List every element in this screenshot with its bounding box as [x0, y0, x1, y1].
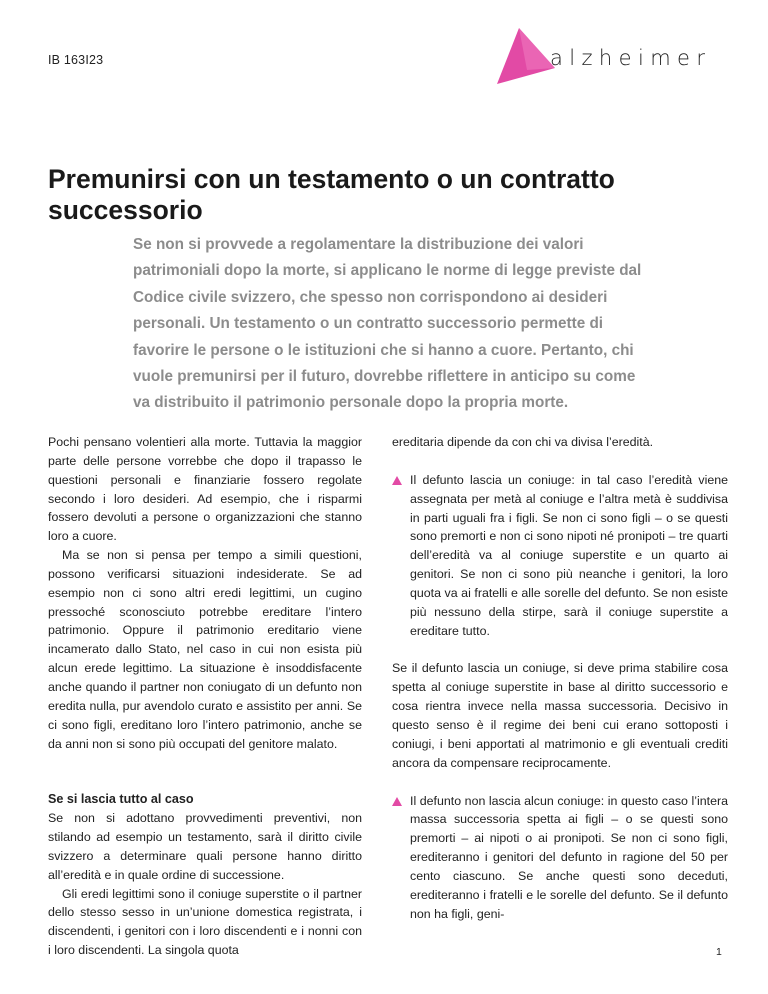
- alzheimer-logo: [497, 28, 727, 88]
- body-paragraph: Ma se non si pensa per tempo a simili questioni, possono verificarsi situazioni indesiderate. Se ad esempio non ci sono altri eredi legittimi, un cugino pressoché sconosciuto potrebbe ereditare l’intero patrimonio. Oppure il patrimonio ereditario viene incamerato dallo Stato, nel caso in cui non esista più alcun erede legittimo. La situazione è insoddisfacente anche quando il partner non coniugato di un defunto non eredita nulla, pur avendolo curato e assistito per anni. Se ci sono figli, ereditano loro l’intero patrimonio, anche se da anni non si sono più occupati del genitore malato.: [48, 548, 362, 751]
- section-heading: Se si lascia tutto al caso: [48, 792, 194, 807]
- bullet-text: Il defunto non lascia alcun coniuge: in questo caso l’intera massa successoria spetta ai figli – o se questi sono premorti – ai nipoti o ai pronipoti. Se non ci sono figli, erediteranno i genitori del defunto in ragione del 50 per cento ciascuno. Se anche questi sono deceduti, erediteranno i fratelli e le sorelle del defunto. Se il defunto non ha figli, geni-: [410, 793, 728, 921]
- body-paragraph: Se il defunto lascia un coniuge, si deve prima stabilire cosa spetta al coniuge superstite in base al diritto successorio e cosa rientra invece nella massa successoria. Decisivo in questo senso è il regime dei beni cui erano sottoposti i coniugi, i beni apportati al matrimonio e gli eventuali crediti ancora da compensare reciprocamente.: [392, 661, 728, 770]
- triangle-logo-icon: [497, 28, 557, 84]
- page-title: Premunirsi con un testamento o un contratto successorio: [48, 164, 615, 225]
- document-code: IB 163I23: [48, 53, 104, 67]
- lead-paragraph: Se non si provvede a regolamentare la distribuzione dei valori patrimoniali dopo la morte, si applicano le norme di legge previste dal Codice civile svizzero, che spesso non corrispondono ai desideri personali. Un testamento o un contratto successorio permette di favorire le persone o le istituzioni che si hanno a cuore. Pertanto, chi vuole premunirsi per il futuro, dovrebbe riflettere in anticipo su come va distribuito il patrimonio personale dopo la propria morte.: [133, 236, 642, 412]
- body-paragraph: Se non si adottano provvedimenti preventivi, non stilando ad esempio un testamento, sarà il diritto civile svizzero a determinare quali persone hanno diritto all’eredità e in quale ordine di successione.: [48, 811, 362, 882]
- bullet-item: [392, 471, 728, 641]
- triangle-bullet-icon: [392, 476, 402, 485]
- bullet-text: Il defunto lascia un coniuge: in tal caso l’eredità viene assegnata per metà al coniuge e l’altra metà è suddivisa in parti uguali fra i figli. Se non ci sono figli – o se questi sono premorti e non ci sono nipoti né pronipoti – tre quarti dell’eredità va al coniuge superstite e un quarto ai genitori. Se non ci sono più neanche i genitori, la loro quota va ai fratelli e alle sorelle del defunto. Se non esiste più nessuno della stirpe, sarà il coniuge superstite a ereditare tutto.: [410, 472, 728, 638]
- page-number: 1: [716, 946, 722, 958]
- body-paragraph: ereditaria dipende da con chi va divisa l’eredità.: [392, 435, 654, 449]
- left-column: [48, 433, 362, 960]
- body-paragraph: Pochi pensano volentieri alla morte. Tuttavia la maggior parte delle persone vorrebbe che dopo il trapasso le questioni personali e finanziarie fossero regolate secondo i loro desideri. Ad esempio, che i risparmi fossero devoluti a persone o organizzazioni che stanno loro a cuore.: [48, 435, 362, 544]
- body-paragraph: Gli eredi legittimi sono il coniuge superstite o il partner dello stesso sesso in un’unione domestica registrata, i discendenti, i genitori con i loro discendenti e i nonni con i loro discendenti. La singola quota: [48, 886, 362, 958]
- right-column: [392, 433, 728, 923]
- triangle-bullet-icon: [392, 797, 402, 806]
- bullet-item: [392, 792, 728, 924]
- logo-wordmark: alzheimer: [550, 46, 712, 70]
